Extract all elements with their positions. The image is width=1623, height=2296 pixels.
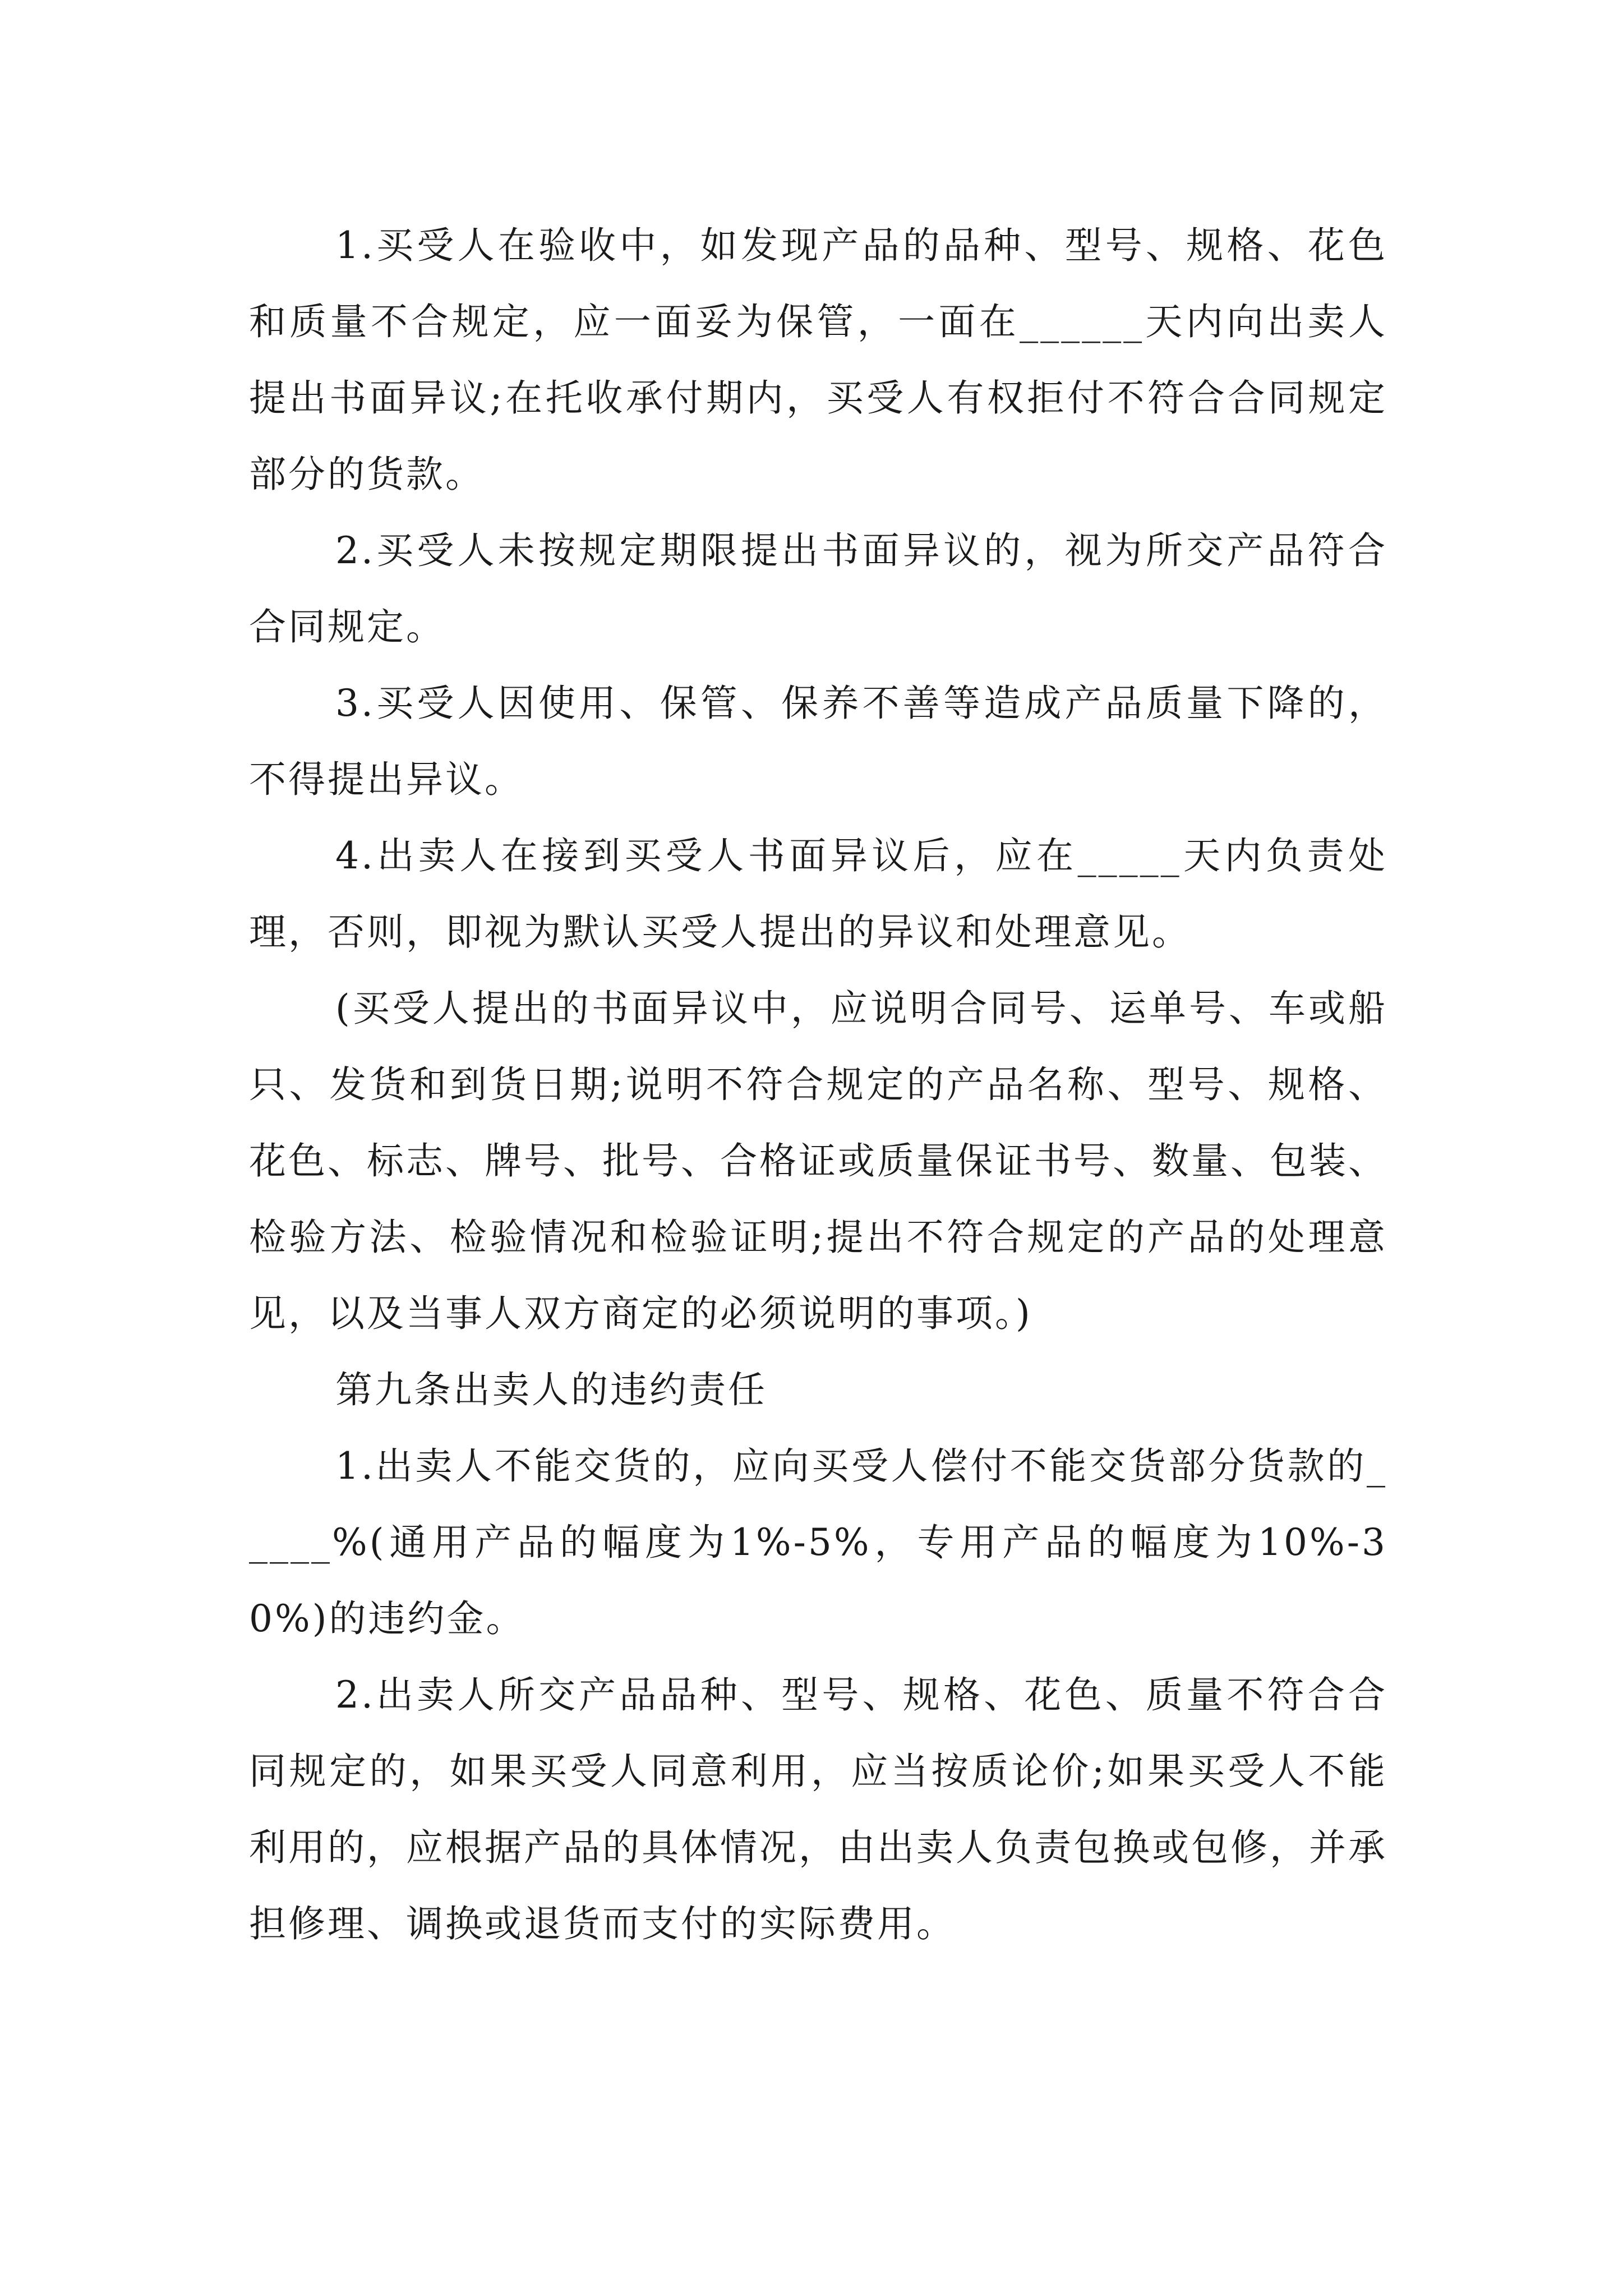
document-body: [249, 208, 1387, 1962]
paragraph-clause-1-inspection-objection: 1.买受人在验收中，如发现产品的品种、型号、规格、花色和质量不合规定，应一面妥为保管，一面在______天内向出卖人提出书面异议;在托收承付期内，买受人有权拒付不符合合同规定部分的货款。: [249, 224, 1387, 496]
paragraph-clause-2-deadline: 2.买受人未按规定期限提出书面异议的，视为所交产品符合合同规定。: [249, 529, 1387, 648]
paragraph-liability-1-non-delivery: 1.出卖人不能交货的，应向买受人偿付不能交货部分货款的_____%(通用产品的幅度为1%-5%，专用产品的幅度为10%-30%)的违约金。: [249, 1444, 1387, 1640]
paragraph-clause-3-misuse: 3.买受人因使用、保管、保养不善等造成产品质量下降的，不得提出异议。: [249, 682, 1387, 801]
paragraph-liability-2-nonconforming: 2.出卖人所交产品品种、型号、规格、花色、质量不符合合同规定的，如果买受人同意利用，应当按质论价;如果买受人不能利用的，应根据产品的具体情况，由出卖人负责包换或包修，并承担修理、调换或退货而支付的实际费用。: [249, 1673, 1387, 1945]
paragraph-objection-contents-note: (买受人提出的书面异议中，应说明合同号、运单号、车或船只、发货和到货日期;说明不符合规定的产品名称、型号、规格、花色、标志、牌号、批号、合格证或质量保证书号、数量、包装、检验方法、检验情况和检验证明;提出不符合规定的产品的处理意见，以及当事人双方商定的必须说明的事项。): [249, 987, 1387, 1335]
paragraph-clause-4-seller-handling: 4.出卖人在接到买受人书面异议后，应在_____天内负责处理，否则，即视为默认买受人提出的异议和处理意见。: [249, 834, 1387, 954]
article-heading-seller-liability: 第九条出卖人的违约责任: [335, 1368, 767, 1411]
